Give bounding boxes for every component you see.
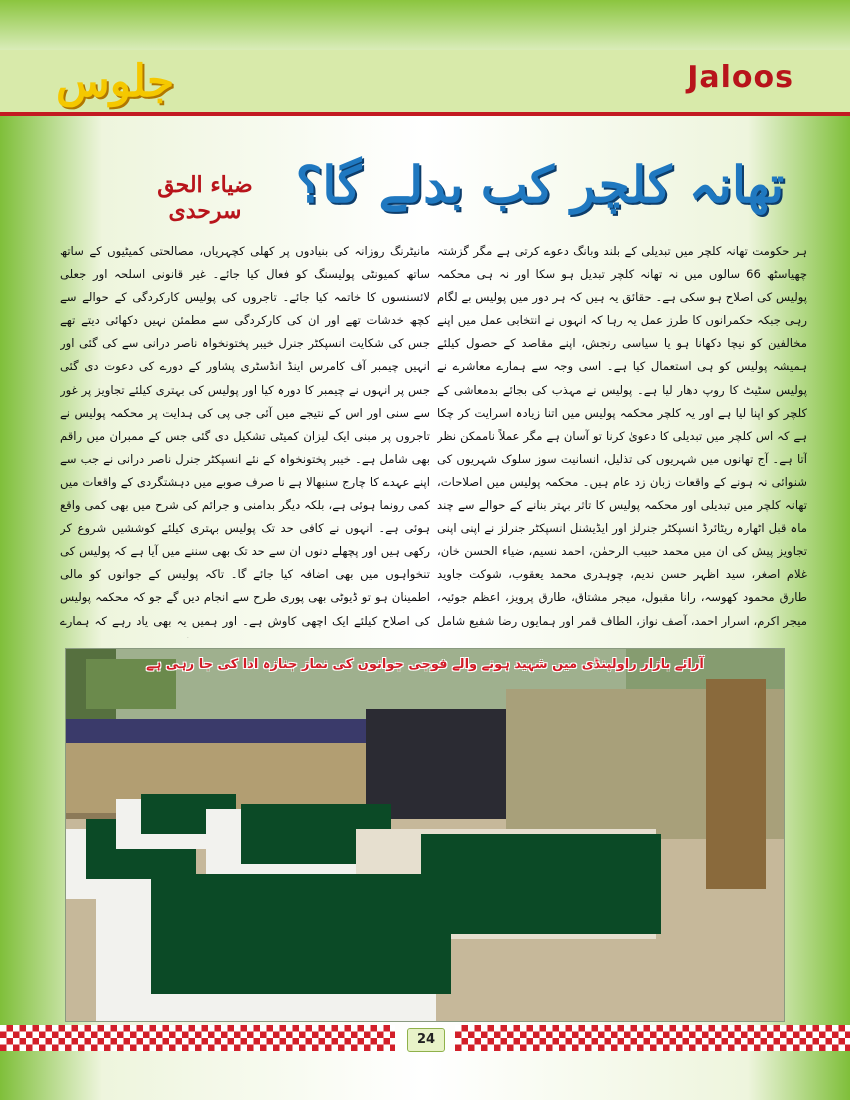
masthead (0, 50, 850, 112)
article-column-left: مانیٹرنگ روزانہ کی بنیادوں پر کھلی کچہریاں، مصالحتی کمیٹیوں کے ساتھ ساتھ کمیونٹی پولیسنگ کو فعال کیا جائے۔ غیر قانونی اسلحہ اور جعلی لائسنسوں کا خاتمہ کیا جائے۔ تاجروں کی پولیس کارکردگی کے حوالے سے کچھ خدشات تھے اور ان کی کارکردگی سے مطمئن نہیں دکھائی دیتے تھے جس کی شکایت انسپکٹر جنرل خیبر پختونخواہ ناصر درانی سے کی گئی اور انہیں چیمبر آف کامرس اینڈ انڈسٹری پشاور کے دورے کی دعوت دی گئی جس پر انہوں نے چیمبر کا دورہ کیا اور پولیس کی بہتری کیلئے تجاویز پر غور سے سنی اور اس کے نتیجے میں آئی جی پی کی ہدایت پر محکمہ پولیس نے تاجروں پر مبنی ایک لیزان کمیٹی تشکیل دی گئی جس کے ممبران میں راقم بھی شامل ہے۔ خیبر پختونخواہ کے نئے انسپکٹر جنرل ناصر درانی نے جب سے اپنے عہدے کا چارج سنبھالا ہے نا صرف صوبے میں دہشتگردی کے واقعات میں کمی رونما ہوئی ہے، بلکہ دیگر بدامنی و جرائم کی شرح میں بھی کمی واقع ہوئی ہے۔ انہوں نے کافی حد تک پولیس بہتری کیلئے کوششیں شروع کر رکھی ہیں اور پچھلے دنوں ان سے حد تک بھی سننے میں آیا ہے کہ پولیس کی تنخواہوں میں بھی اضافہ کیا جائے گا۔ تاکہ پولیس کے جوانوں کو مالی اطمینان ہو تو ڈیوٹی بھی پوری طرح سے انجام دیں گے جو کہ محکمہ پولیس کی اصلاح کیلئے ایک اچھی کاوش ہے۔ اور ہمیں یہ بھی یاد رہے کہ ہمارے (60, 244, 430, 628)
footer-checker-right (455, 1025, 850, 1051)
article-author: ضیاء الحق سرحدی (157, 172, 253, 224)
photo-caption: آرائے بازار راولپنڈی میں شہید ہونے والے فوجی جوانوں کی نماز جنازہ ادا کی جا رہی ہے (146, 657, 704, 672)
page-number: 24 (407, 1028, 445, 1052)
top-banner (0, 0, 850, 50)
article-column-right: ہر حکومت تھانہ کلچر میں تبدیلی کے بلند وبانگ دعوے کرتی ہے مگر گزشتہ چھیاسٹھ 66 سالوں میں نہ تھانہ کلچر تبدیل ہو سکا اور نہ ہی محکمہ پولیس کی اصلاح ہو سکی ہے۔ حقائق یہ ہیں کہ ہر دور میں پولیس بے لگام رہی جبکہ حکمرانوں کا طرز عمل یہ رہا کہ انہوں نے انتخابی عمل میں اپنے مخالفین کو نیچا دکھانا ہو یا سیاسی رنجش، اپنے مقاصد کے حصول کیلئے ہمیشہ پولیس کو ہی استعمال کیا ہے۔ اسی وجہ سے ہمارے معاشرے نے پولیس سٹیٹ کا روپ دھار لیا ہے۔ پولیس نے مہذب کی بجائے بدمعاشی کے کلچر کو اپنا لیا ہے اور یہ کلچر محکمہ پولیس میں اتنا زیادہ اسرایت کر چکا ہے کہ اس کلچر میں تبدیلی کا دعویٰ کرنا تو آسان ہے مگر عملاً ناممکن نظر آتا ہے۔ آج تھانوں میں شہریوں کی تذلیل، انسانیت سوز سلوک شہریوں کی شنوائی نہ ہونے کے واقعات زبان زد عام ہیں۔ محکمہ پولیس میں اصلاحات، تھانہ کلچر میں تبدیلی اور محکمہ پولیس کا تاثر بہتر بنانے کے حوالے سے چند ماہ قبل اٹھارہ ریٹائرڈ انسپکٹر جنرلز اور ایڈیشنل انسپکٹر جنرلز نے اپنی اپنی تجاویز پیش کی ان میں محمد حبیب الرحمٰن، احمد نسیم، ضیاء الحسن خان، غلام اصغر، سید اظہر حسن ندیم، چوہدری محمد یعقوب، شوکت جاوید طارق محمود کھوسہ، رانا مقبول، میجر مشتاق، طارق پرویز، اعظم جوئیہ، میجر اکرم، اسرار احمد، آصف نواز، الطاف قمر اور ہمایوں رضا شفیع شامل (437, 244, 807, 628)
funeral-scene-illustration (66, 649, 784, 1021)
funeral-photo (65, 648, 785, 1022)
article-title: تھانہ کلچر کب بدلے گا؟ (295, 155, 785, 214)
header-divider (0, 112, 850, 116)
magazine-english-title: Jaloos (687, 60, 794, 95)
magazine-urdu-title: جلوس (56, 56, 175, 107)
footer-checker-left (0, 1025, 395, 1051)
